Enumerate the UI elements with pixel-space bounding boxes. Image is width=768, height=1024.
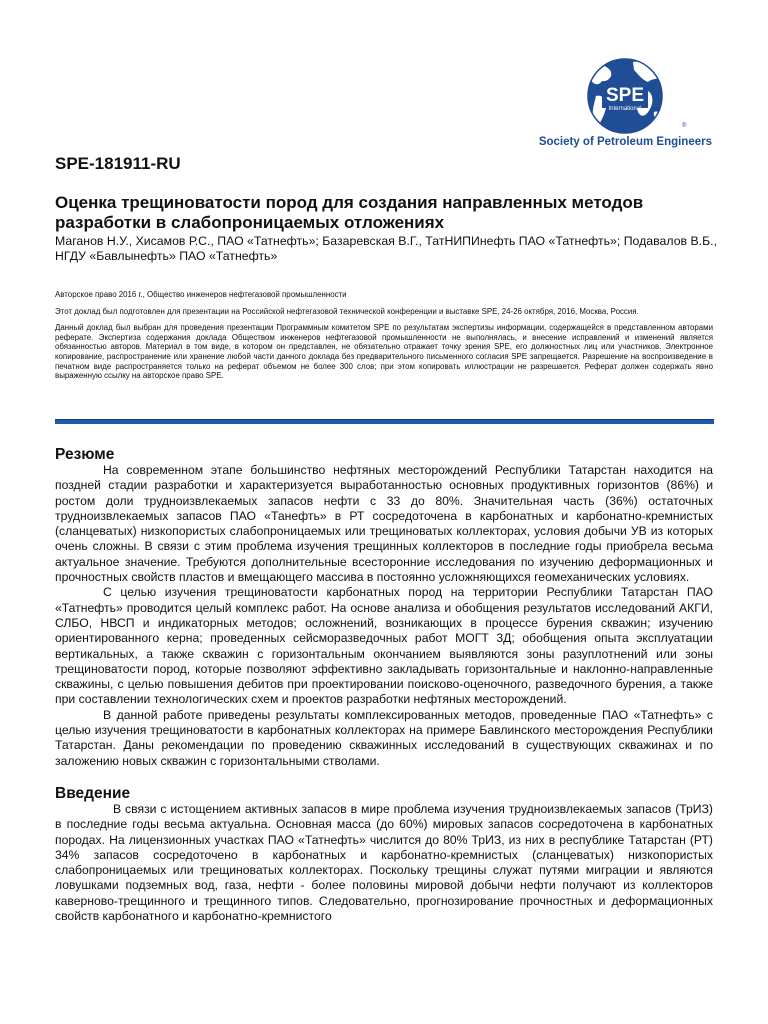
introduction-paragraph: В связи с истощением активных запасов в мире проблема изучения трудноизвлекаемых запасов (ТрИЗ) в последние годы весьма актуальна. Основная масса (до 60%) мировых запасов сосредоточена в карбонатных породах. На лицензионных участках ПАО «Татнефть» числится до 80% ТрИЗ, из них в республике Татарстан (РТ) 34% запасов сосредоточено в карбонатных и карбонатно-кремнистых (сланцеватых) низкопористых слабопроницаемых или трещиноватых коллекторах. Поскольку трещины служат путями миграции и являются ловушками подземных вод, газа, нефти - более половины мировой добычи нефти получают из коллекторов каверново-трещинного и трещинного типов. Следовательно, прогнозирование прочностных и деформационных свойств карбонатного и карбонатно-кремнистого bbox=[55, 802, 713, 924]
abstract-paragraph: С целью изучения трещиноватости карбонатных пород на территории Республики Татарстан ПАО «Татнефть» проводится целый комплекс работ. На основе анализа и обобщения результатов исследований АКГИ, СЛБО, НВСП и индикаторных методов; осложнений, возникающих в процессе бурения скважин; изучению ориентированного керна; проведенных сейсморазведочных работ МОГТ 3Д; обобщения опыта эксплуатации вертикальных, а также скважин с горизонтальным окончанием выявляются зоны разуплотнений или зоны трещиноватости пород, которые позволяют эффективно закладывать горизонтальные и наклонно-направленные скважины, с целью повышения дебитов при проектировании поисково-оценочного, разведочного бурения, а также при составлении технологических схем и проектов разработки нефтяных месторождений. bbox=[55, 585, 713, 707]
copyright-line: Авторское право 2016 г., Общество инженеров нефтегазовой промышленности bbox=[55, 290, 347, 299]
copyright-notes bbox=[55, 290, 713, 388]
introduction-heading: Введение bbox=[55, 785, 131, 802]
section-divider bbox=[55, 419, 714, 424]
selection-note: Данный доклад был выбран для проведения презентации Программным комитетом SPE по результатам экспертизы информации, содержащейся в представленном авторами реферате. Экспертиза содержания доклада Обществом инженеров нефтегазовой промышленности не выполнялась, и внесение исправлений и изменений является обязанностью авторов. Материал в том виде, в котором он представлен, не обязательно отражает точку зрения SPE, его должностных лиц или участников. Электронное копирование, распространение или хранение любой части данного доклада без предварительного письменного согласия SPE запрещается. Разрешение на воспроизведение в печатном виде распространяется только на реферат объемом не более 300 слов; при этом копировать иллюстрации не разрешается. Реферат должен содержать явно выраженную ссылку на авторское право SPE. bbox=[55, 323, 713, 381]
introduction-body bbox=[55, 802, 713, 924]
abstract-paragraph: В данной работе приведены результаты комплексированных методов, проведенные ПАО «Татнефть» с целью изучения трещиноватости в карбонатных коллекторах на примере Бавлинского месторождения Республики Татарстан. Даны рекомендации по проведению скважинных исследований в существующих скважинах и по заложению новых скважин с горизонтальными стволами. bbox=[55, 707, 713, 768]
svg-text:SPE: SPE bbox=[605, 85, 645, 106]
org-name: Society of Petroleum Engineers bbox=[538, 136, 712, 148]
spe-logo bbox=[530, 56, 712, 152]
abstract-body bbox=[55, 463, 713, 769]
prepared-note: Этот доклад был подготовлен для презентации на Российской нефтегазовой технической конференции и выставке SPE, 24-26 октября, 2016, Москва, Россия. bbox=[55, 306, 639, 316]
globe-icon bbox=[530, 56, 712, 136]
svg-text:International: International bbox=[608, 106, 642, 112]
svg-text:®: ® bbox=[682, 123, 687, 129]
paper-title: Оценка трещиноватости пород для создания направленных методов разработки в слабопроницаемых отложениях bbox=[55, 193, 644, 232]
authors: Маганов Н.У., Хисамов Р.С., ПАО «Татнефть»; Базаревская В.Г., ТатНИПИнефть ПАО «Татнефть»; Подавалов В.Б., НГДУ «Бавлынефть» ПАО «Татнефть» bbox=[55, 234, 717, 263]
abstract-paragraph: На современном этапе большинство нефтяных месторождений Республики Татарстан находится на поздней стадии разработки и характеризуется выработанностью основных продуктивных горизонтов (86%) и ростом доли трудноизвлекаемых запасов нефти с 33 до 80%. Значительная часть (36%) остаточных трудноизвлекаемых запасов ПАО «Танефть» в РТ сосредоточена в карбонатных и карбонатно-кремнистых (сланцеватых) низкопористых слабопроницаемых или трещиноватых коллекторах, условия добычи УВ из которых очень сложны. В связи с этим проблема изучения трещинных коллекторов в последние годы приобрела весьма актуальное значение. Требуются дополнительные всесторонние исследования по изучению деформационных и прочностных свойств пластов и вмещающего массива в постоянно усложняющихся геомеханических условиях. bbox=[55, 463, 713, 585]
abstract-heading: Резюме bbox=[55, 446, 115, 463]
paper-id: SPE-181911-RU bbox=[55, 154, 181, 173]
